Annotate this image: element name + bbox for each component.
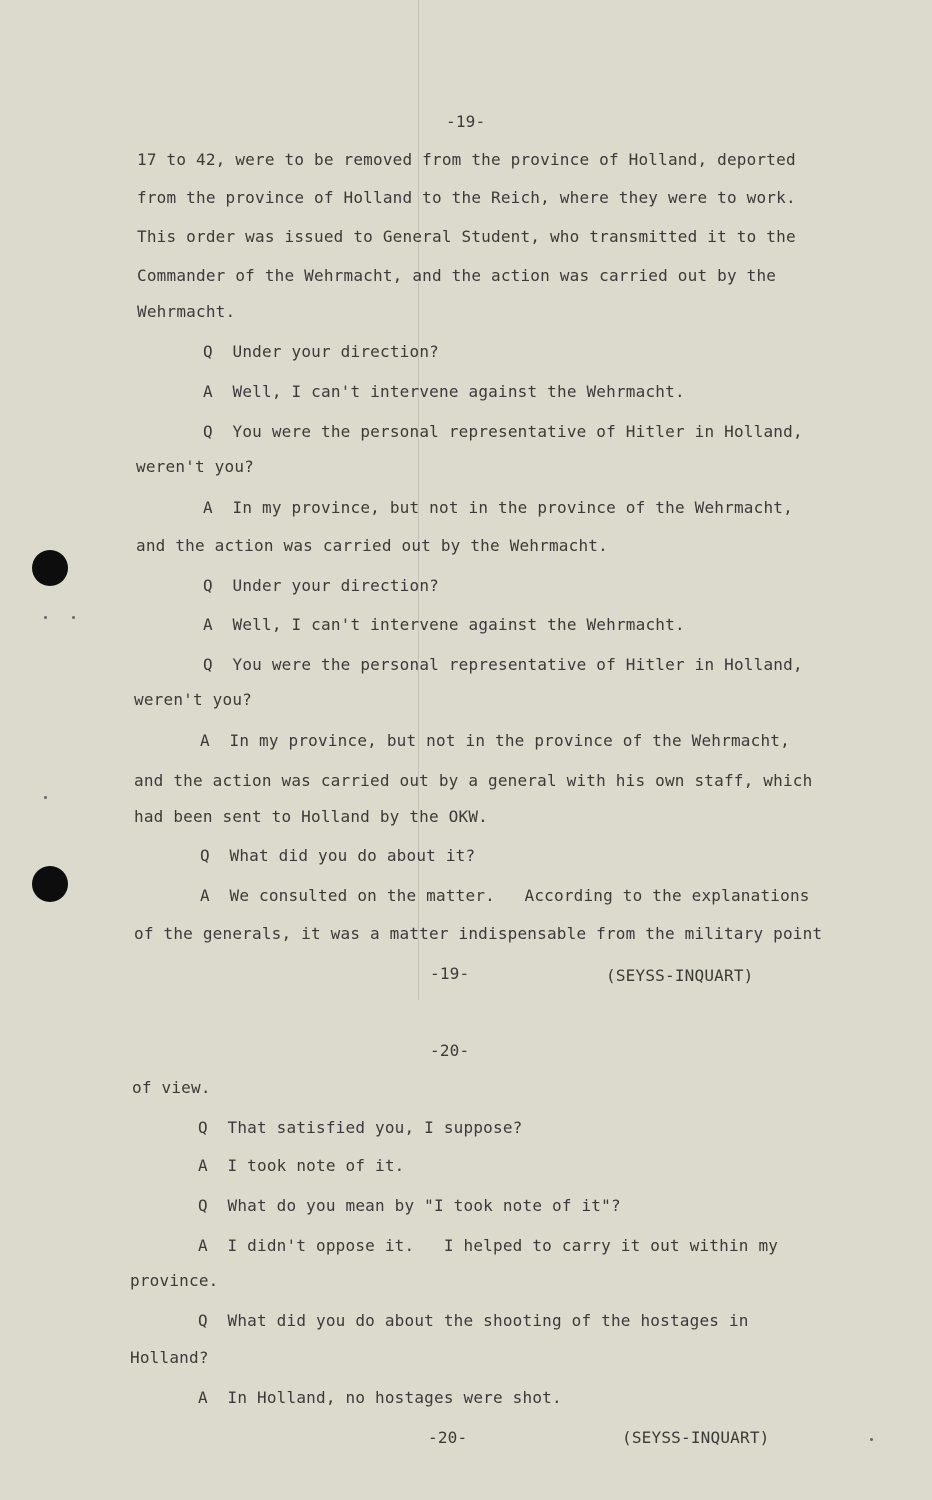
footer-name: (SEYSS-INQUART) (622, 1428, 770, 1447)
text-line: weren't you? (134, 690, 252, 709)
speck (72, 616, 75, 619)
question-line: Q Under your direction? (203, 342, 439, 361)
answer-line: A I didn't oppose it. I helped to carry it out within my (198, 1236, 779, 1255)
text-line: Holland? (130, 1348, 209, 1367)
question-line: Q That satisfied you, I suppose? (198, 1118, 523, 1137)
text-line: This order was issued to General Student, who transmitted it to the (137, 227, 796, 246)
text-line: weren't you? (136, 457, 254, 476)
page-number-header: -19- (446, 112, 486, 131)
question-line: Q What did you do about it? (200, 846, 476, 865)
text-line: had been sent to Holland by the OKW. (134, 807, 488, 826)
answer-line: A I took note of it. (198, 1156, 405, 1175)
answer-line: A In my province, but not in the province of the Wehrmacht, (203, 498, 793, 517)
text-line: of view. (132, 1078, 211, 1097)
footer-name: (SEYSS-INQUART) (606, 966, 754, 985)
text-line: Wehrmacht. (137, 302, 236, 321)
answer-line: A In my province, but not in the province of the Wehrmacht, (200, 731, 790, 750)
page-number-footer: -20- (428, 1428, 468, 1447)
text-line: province. (130, 1271, 219, 1290)
question-line: Q You were the personal representative of Hitler in Holland, (203, 655, 803, 674)
text-line: of the generals, it was a matter indispensable from the military point (134, 924, 823, 943)
answer-line: A In Holland, no hostages were shot. (198, 1388, 562, 1407)
question-line: Q Under your direction? (203, 576, 439, 595)
text-line: from the province of Holland to the Reich, where they were to work. (137, 188, 796, 207)
punch-hole (32, 866, 68, 902)
speck (44, 796, 47, 799)
text-line: and the action was carried out by a general with his own staff, which (134, 771, 813, 790)
text-line: and the action was carried out by the Wehrmacht. (136, 536, 608, 555)
answer-line: A Well, I can't intervene against the Wehrmacht. (203, 382, 685, 401)
question-line: Q You were the personal representative of Hitler in Holland, (203, 422, 803, 441)
question-line: Q What do you mean by "I took note of it"? (198, 1196, 621, 1215)
speck (44, 616, 47, 619)
page-number-header: -20- (430, 1041, 470, 1060)
answer-line: A Well, I can't intervene against the Wehrmacht. (203, 615, 685, 634)
answer-line: A We consulted on the matter. According to the explanations (200, 886, 810, 905)
text-line: Commander of the Wehrmacht, and the action was carried out by the (137, 266, 777, 285)
page-number-footer: -19- (430, 964, 470, 983)
question-line: Q What did you do about the shooting of the hostages in (198, 1311, 749, 1330)
text-line: 17 to 42, were to be removed from the province of Holland, deported (137, 150, 796, 169)
speck (870, 1438, 873, 1441)
punch-hole (32, 550, 68, 586)
